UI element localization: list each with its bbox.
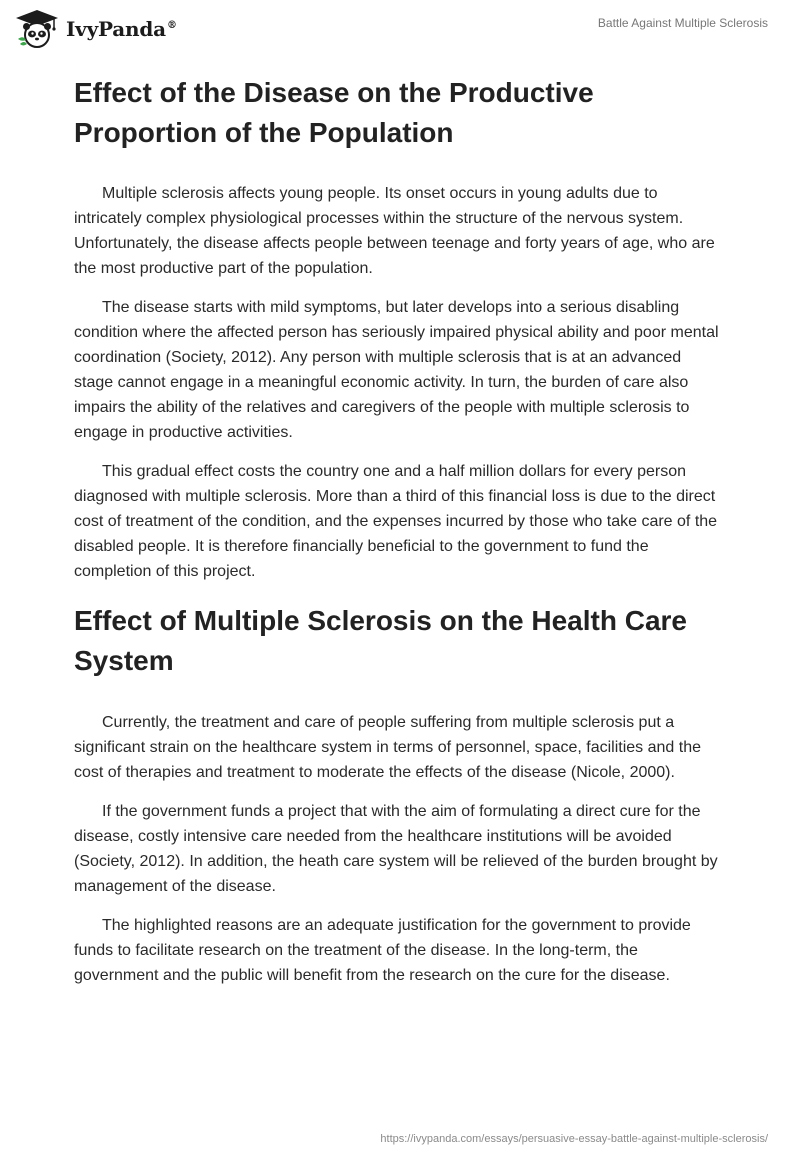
panda-graduate-icon [14,9,60,49]
paragraph: If the government funds a project that with the aim of formulating a direct cure for the disease, costly intensive care needed from the healthcare institutions will be avoided (Society, 2012). In addition, the heath care system will be relieved of the burden brought by management of the disease. [74,803,718,895]
section-heading: Effect of the Disease on the Productive Proportion of the Population [74,77,594,148]
source-url[interactable]: https://ivypanda.com/essays/persuasive-essay-battle-against-multiple-sclerosis/ [380,1133,768,1145]
document-title: Battle Against Multiple Sclerosis [597,16,768,30]
paragraph: The highlighted reasons are an adequate justification for the government to provide funds to facilitate research on the treatment of the disease. In the long-term, the government and the public will benefit from the research on the cure for the disease. [74,917,691,984]
section-health-care-system [74,601,724,988]
paragraph: Multiple sclerosis affects young people. Its onset occurs in young adults due to intricately complex physiological processes within the structure of the nervous system. Unfortunately, the disease affects people between teenage and forty years of age, who are the most productive part of the population. [74,185,715,277]
ivypanda-logo[interactable] [14,9,177,49]
section-productive-population [74,73,724,584]
brand-name: IvyPanda® [66,17,177,41]
section-heading: Effect of Multiple Sclerosis on the Health Care System [74,605,688,676]
page-header [0,0,800,60]
paragraph: Currently, the treatment and care of people suffering from multiple sclerosis put a significant strain on the healthcare system in terms of personnel, space, facilities and the cost of therapies and treatment to moderate the effects of the disease (Nicole, 2000). [74,714,701,781]
paragraph: The disease starts with mild symptoms, but later develops into a serious disabling condition where the affected person has seriously impaired physical ability and poor mental coordination (Society, 2012). Any person with multiple sclerosis that is at an advanced stage cannot engage in a meaningful economic activity. In turn, the burden of care also impairs the ability of the relatives and caregivers of the people with multiple sclerosis to engage in productive activities. [74,299,719,441]
registered-mark: ® [166,20,177,32]
article-body [74,73,724,1002]
paragraph: This gradual effect costs the country one and a half million dollars for every person diagnosed with multiple sclerosis. More than a third of this financial loss is due to the direct cost of treatment of the condition, and the expenses incurred by those who take care of the disabled people. It is therefore financially beneficial to the government to fund the completion of this project. [74,463,718,580]
